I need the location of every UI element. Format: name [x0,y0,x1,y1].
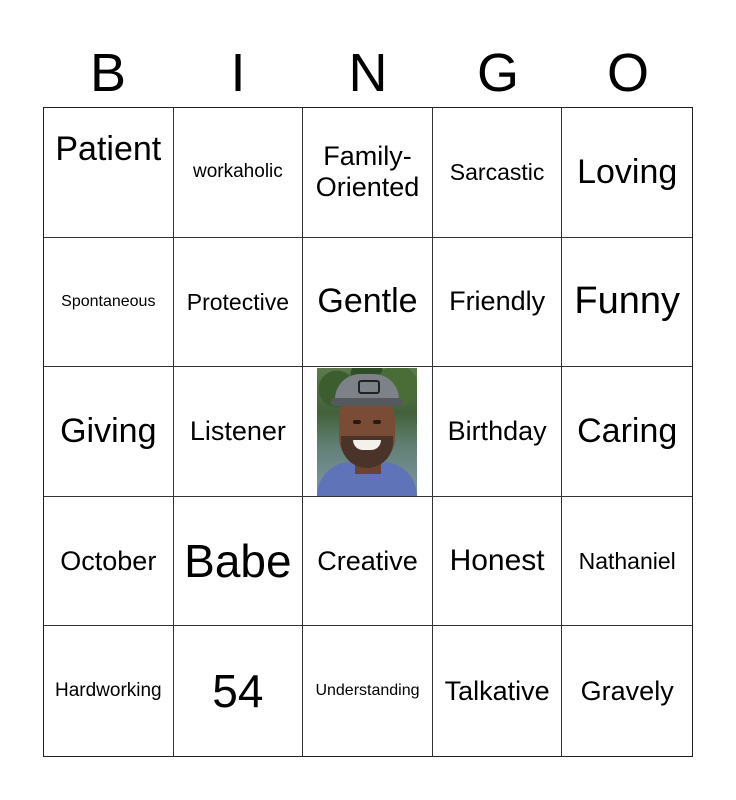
header-letter-b: B [89,43,127,103]
man-smiling-in-cap-photo [317,368,417,496]
cell-label: Spontaneous [61,292,156,310]
header-letter-g: G [476,43,519,103]
cell-label: Gentle [317,282,418,321]
bingo-cell[interactable] [174,238,304,368]
bingo-cell[interactable] [562,626,692,756]
bingo-cell[interactable] [433,626,563,756]
cell-label: Family-Oriented [315,141,420,203]
bingo-cell[interactable] [44,626,174,756]
bingo-cell[interactable] [433,367,563,497]
bingo-cell[interactable] [44,367,174,497]
cell-label: Giving [60,411,157,450]
cell-label: Loving [577,152,678,191]
cell-label: Understanding [315,682,420,699]
bingo-cell[interactable] [433,238,563,368]
bingo-cell[interactable] [303,626,433,756]
cell-label: 54 [212,664,264,717]
cell-label: Nathaniel [578,547,676,574]
cell-label: Babe [184,534,292,587]
bingo-cell[interactable] [433,108,563,238]
free-space-cell[interactable] [303,367,433,497]
bingo-cell[interactable] [174,626,304,756]
bingo-cell[interactable] [433,497,563,627]
bingo-cell[interactable] [562,108,692,238]
bingo-cell[interactable] [174,108,304,238]
cell-label: Listener [189,415,286,446]
cell-label: Creative [317,545,418,576]
cell-label: Friendly [449,286,546,317]
cell-label: Birthday [447,415,547,446]
cell-label: Gravely [580,675,674,706]
cell-label: Funny [574,280,680,323]
bingo-header [43,40,693,106]
cell-label: workaholic [193,161,283,183]
bingo-board [43,107,693,757]
cell-label: Caring [577,411,678,450]
cell-label: Sarcastic [449,159,545,186]
bingo-cell[interactable] [174,497,304,627]
bingo-cell[interactable] [303,238,433,368]
bingo-cell[interactable] [562,238,692,368]
bingo-cell[interactable] [44,108,174,238]
header-letter-o: O [606,43,649,103]
bingo-cell[interactable] [303,497,433,627]
cell-label: Talkative [444,675,550,706]
cell-label: Honest [449,543,545,577]
bingo-cell[interactable] [562,497,692,627]
cell-label: Patient [55,130,162,168]
header-letter-i: I [230,43,246,103]
bingo-cell[interactable] [562,367,692,497]
header-letter-n: N [348,43,388,103]
bingo-cell[interactable] [44,497,174,627]
cell-label: October [60,545,157,576]
cell-label: Hardworking [54,680,162,702]
bingo-cell[interactable] [44,238,174,368]
bingo-cell[interactable] [174,367,304,497]
bingo-cell[interactable] [303,108,433,238]
cell-label: Protective [186,288,290,315]
